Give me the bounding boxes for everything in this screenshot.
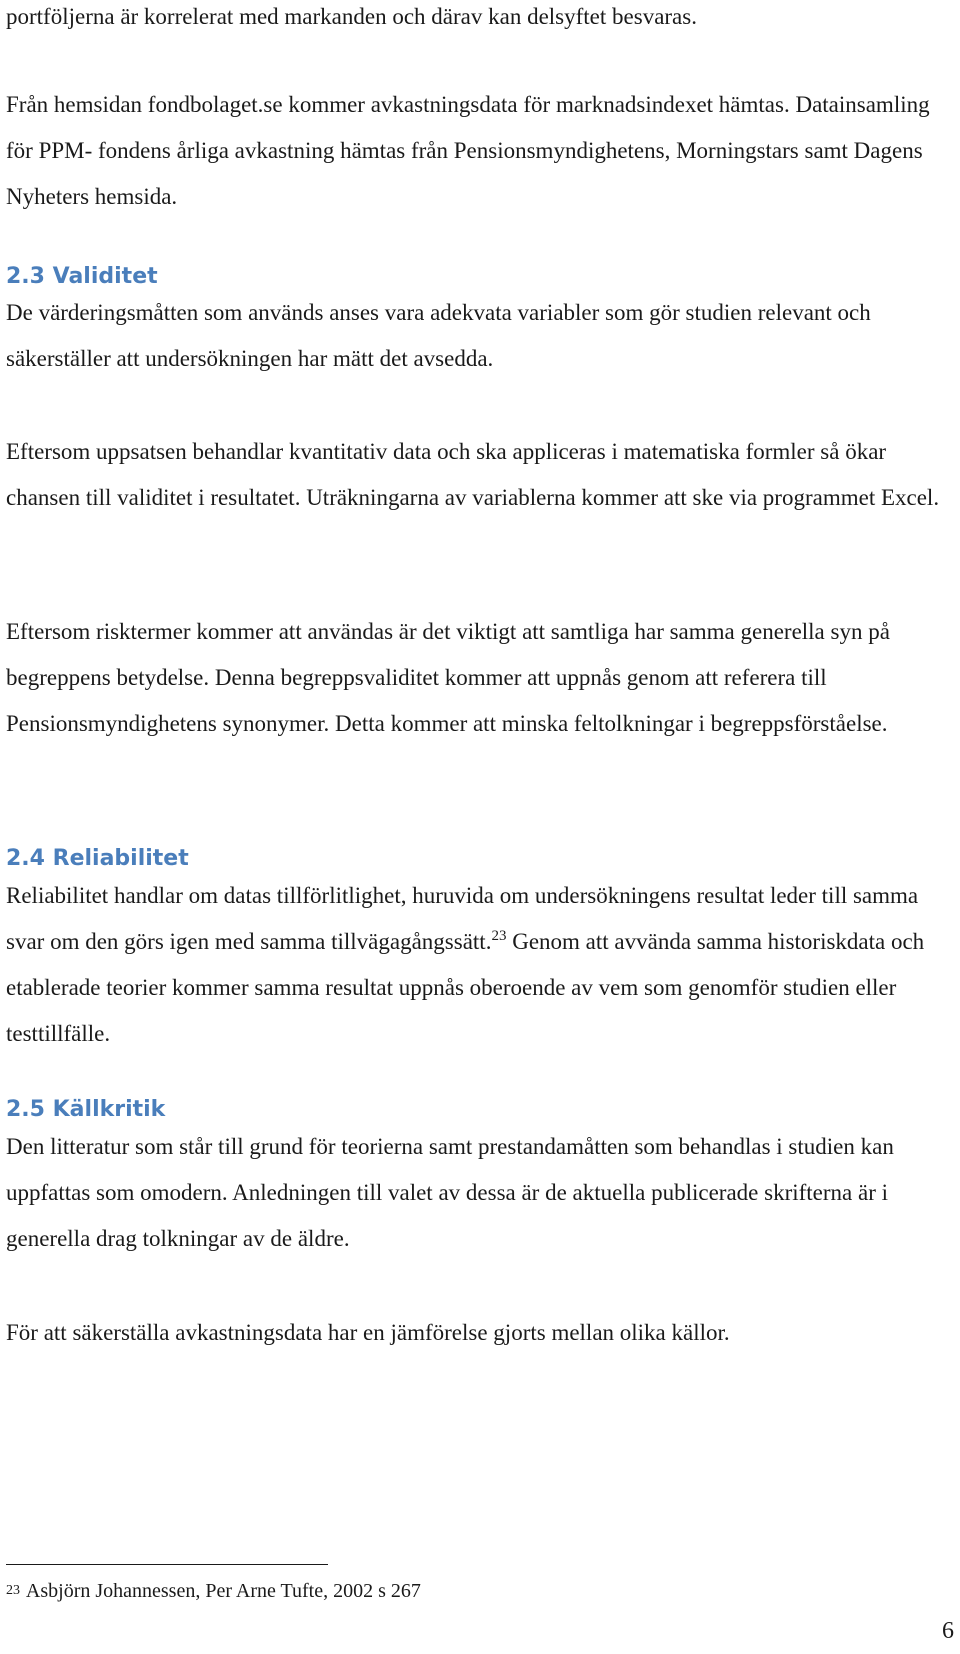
heading-reliabilitet: 2.4 Reliabilitet (6, 846, 189, 871)
paragraph-reliabilitet-part2: Genom att avvända samma historiskdata och etablerade teorier kommer samma resultat uppnås oberoende av vem som genomför studien eller testtillfälle. (6, 929, 925, 1046)
paragraph-kallkritik-2: För att säkerställa avkastningsdata har en jämförelse gjorts mellan olika källor. (6, 1320, 730, 1345)
paragraph-continued: portföljerna är korrelerat med markanden och därav kan delsyftet besvaras. (6, 4, 697, 29)
heading-kallkritik: 2.5 Källkritik (6, 1097, 166, 1122)
paragraph-validitet-1: De värderingsmåtten som används anses vara adekvata variabler som gör studien relevant och säkerställer att undersökningen har mätt det avsedda. (6, 300, 871, 371)
paragraph-reliabilitet-part1: Reliabilitet handlar om datas tillförlitlighet, huruvida om undersökningens resultat leder till samma svar om den görs igen med samma tillvägagångssätt. (6, 883, 919, 954)
paragraph-data-sources: Från hemsidan fondbolaget.se kommer avkastningsdata för marknadsindexet hämtas. Datainsamling för PPM- fondens årliga avkastning hämtas från Pensionsmyndighetens, Morningstars samt Dagens Nyheters hemsida. (6, 92, 930, 209)
heading-validitet: 2.3 Validitet (6, 264, 158, 289)
paragraph-kallkritik-1: Den litteratur som står till grund för teorierna samt prestandamåtten som behandlas i studien kan uppfattas som omodern. Anledningen till valet av dessa är de aktuella publicerade skrifterna är i generella drag tolkningar av de äldre. (6, 1134, 894, 1251)
footnote-reference[interactable]: 23 (491, 928, 507, 944)
page-number: 6 (942, 1618, 954, 1644)
footnote (6, 1578, 421, 1604)
paragraph-reliabilitet (6, 873, 946, 1057)
paragraph-validitet-3: Eftersom risktermer kommer att användas är det viktigt att samtliga har samma generella syn på begreppens betydelse. Denna begreppsvaliditet kommer att uppnås genom att referera till Pensionsmyndighetens synonymer. Detta kommer att minska feltolkningar i begreppsförståelse. (6, 619, 890, 736)
footnote-text: Asbjörn Johannessen, Per Arne Tufte, 2002 s 267 (25, 1580, 421, 1602)
paragraph-validitet-2: Eftersom uppsatsen behandlar kvantitativ data och ska appliceras i matematiska formler så ökar chansen till validitet i resultatet. Uträkningarna av variablerna kommer att ske via programmet Excel. (6, 439, 940, 510)
footnote-mark: 23 (6, 1583, 20, 1598)
footnote-separator (6, 1564, 328, 1565)
